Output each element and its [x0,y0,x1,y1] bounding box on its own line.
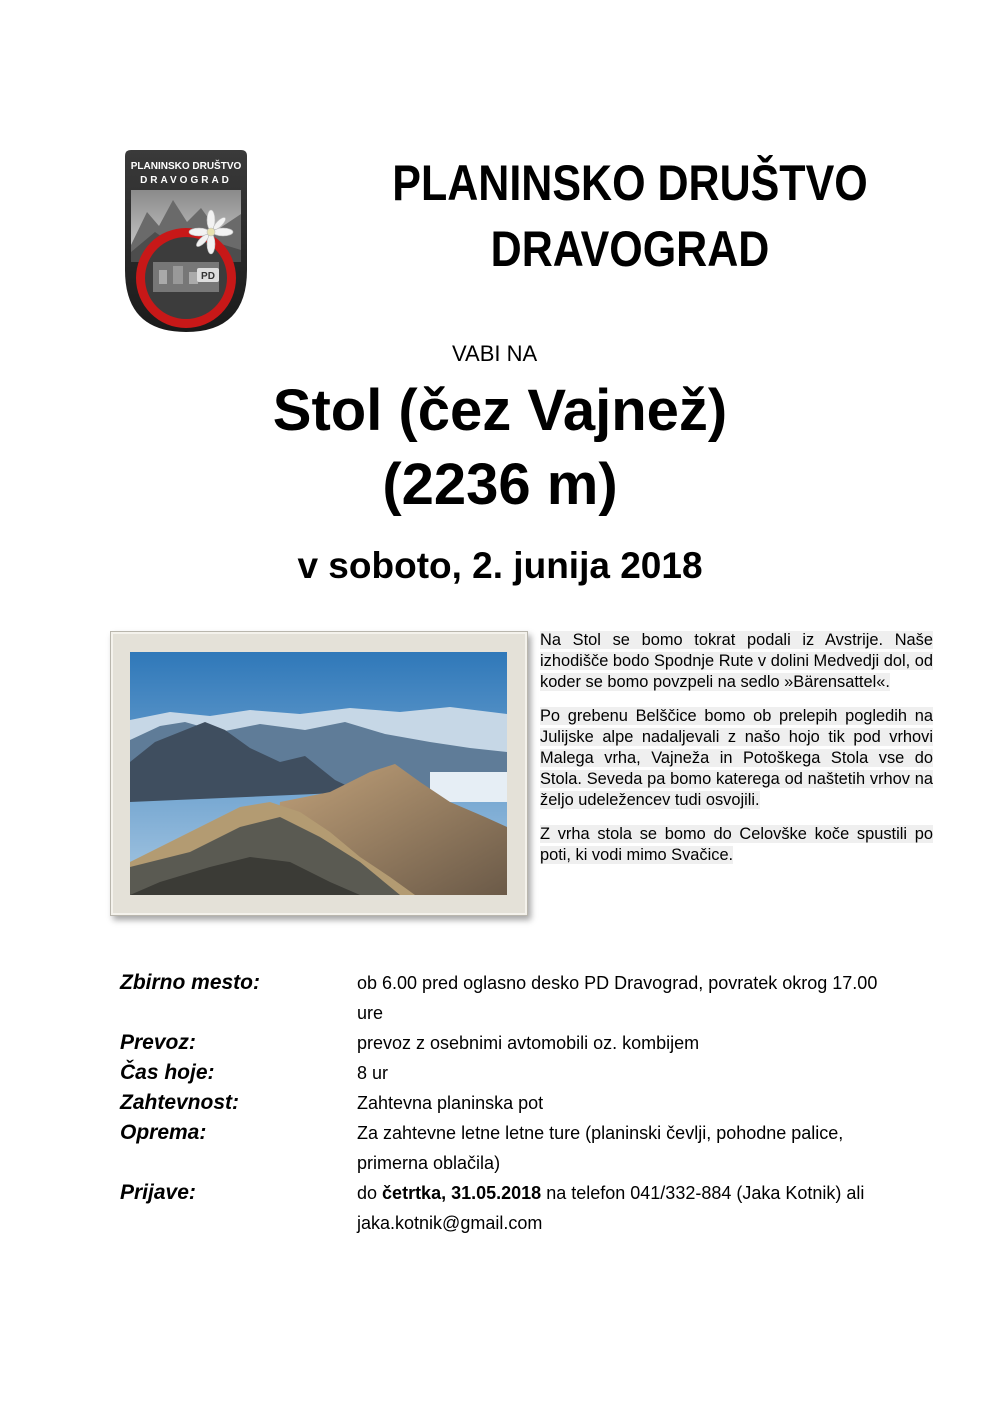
signup-contact: na telefon 041/332-884 (Jaka Kotnik) ali jaka.kotnik@gmail.com [357,1183,865,1233]
invite-lead: VABI NA [452,341,538,366]
detail-row-meeting [120,968,880,1028]
event-date: v soboto, 2. junija 2018 [297,545,703,586]
transport-value: prevoz z osebnimi avtomobili oz. kombijem [357,1033,700,1053]
difficulty-value: Zahtevna planinska pot [357,1093,544,1113]
logo-text-line1: PLANINSKO DRUŠTVO [130,161,242,172]
detail-row-transport [120,1028,880,1058]
detail-row-difficulty [120,1088,880,1118]
mountain-photo-frame [110,631,528,916]
detail-row-signup [120,1178,880,1238]
logo-mark: PD [201,271,215,282]
description-paragraph-1: Na Stol se bomo tokrat podali iz Avstrije. Naše izhodišče bodo Spodnje Rute v dolini Medvedji dol, od koder se bomo povzpeli na sedlo »Bärensattel«. [540,631,933,692]
signup-value [357,1178,880,1238]
description-paragraph-3: Z vrha stola se bomo do Celovške koče spustili po poti, ki vodi mimo Svačice. [540,824,933,864]
equipment-value: Za zahtevne letne letne ture (planinski čevlji, pohodne palice, primerna oblačila) [357,1123,844,1173]
signup-deadline: četrtka, 31.05.2018 [382,1183,542,1203]
org-name-line2: DRAVOGRAD [490,221,770,277]
meeting-label: Zbirno mesto: [120,971,260,994]
club-logo [125,150,247,332]
signup-label: Prijave: [120,1181,196,1204]
org-name [372,150,888,282]
logo-text-line2: DRAVOGRAD [140,175,232,186]
equipment-label: Oprema: [120,1121,207,1144]
event-altitude: (2236 m) [382,452,618,517]
event-description [540,630,933,878]
mountain-photo [130,652,507,895]
transport-label: Prevoz: [120,1031,196,1054]
duration-value: 8 ur [357,1063,389,1083]
signup-prefix: do [357,1183,378,1203]
event-title: Stol (čez Vajnež) [272,378,728,443]
event-details [120,968,880,1238]
description-paragraph-2: Po grebenu Belščice bomo ob prelepih pogledih na Julijske alpe nadaljevali z našo hojo tik pod vrhovi Malega vrha, Vajneža in Potoškega Stola vse do Stola. Seveda pa bomo katerega od naštetih vrhov na željo udeležencev tudi osvojili. [540,706,933,810]
meeting-value: ob 6.00 pred oglasno desko PD Dravograd, povratek okrog 17.00 ure [357,973,878,1023]
detail-row-duration [120,1058,880,1088]
duration-label: Čas hoje: [120,1061,215,1084]
difficulty-label: Zahtevnost: [120,1091,240,1114]
org-name-line1: PLANINSKO DRUŠTVO [392,155,868,211]
detail-row-equipment [120,1118,880,1178]
